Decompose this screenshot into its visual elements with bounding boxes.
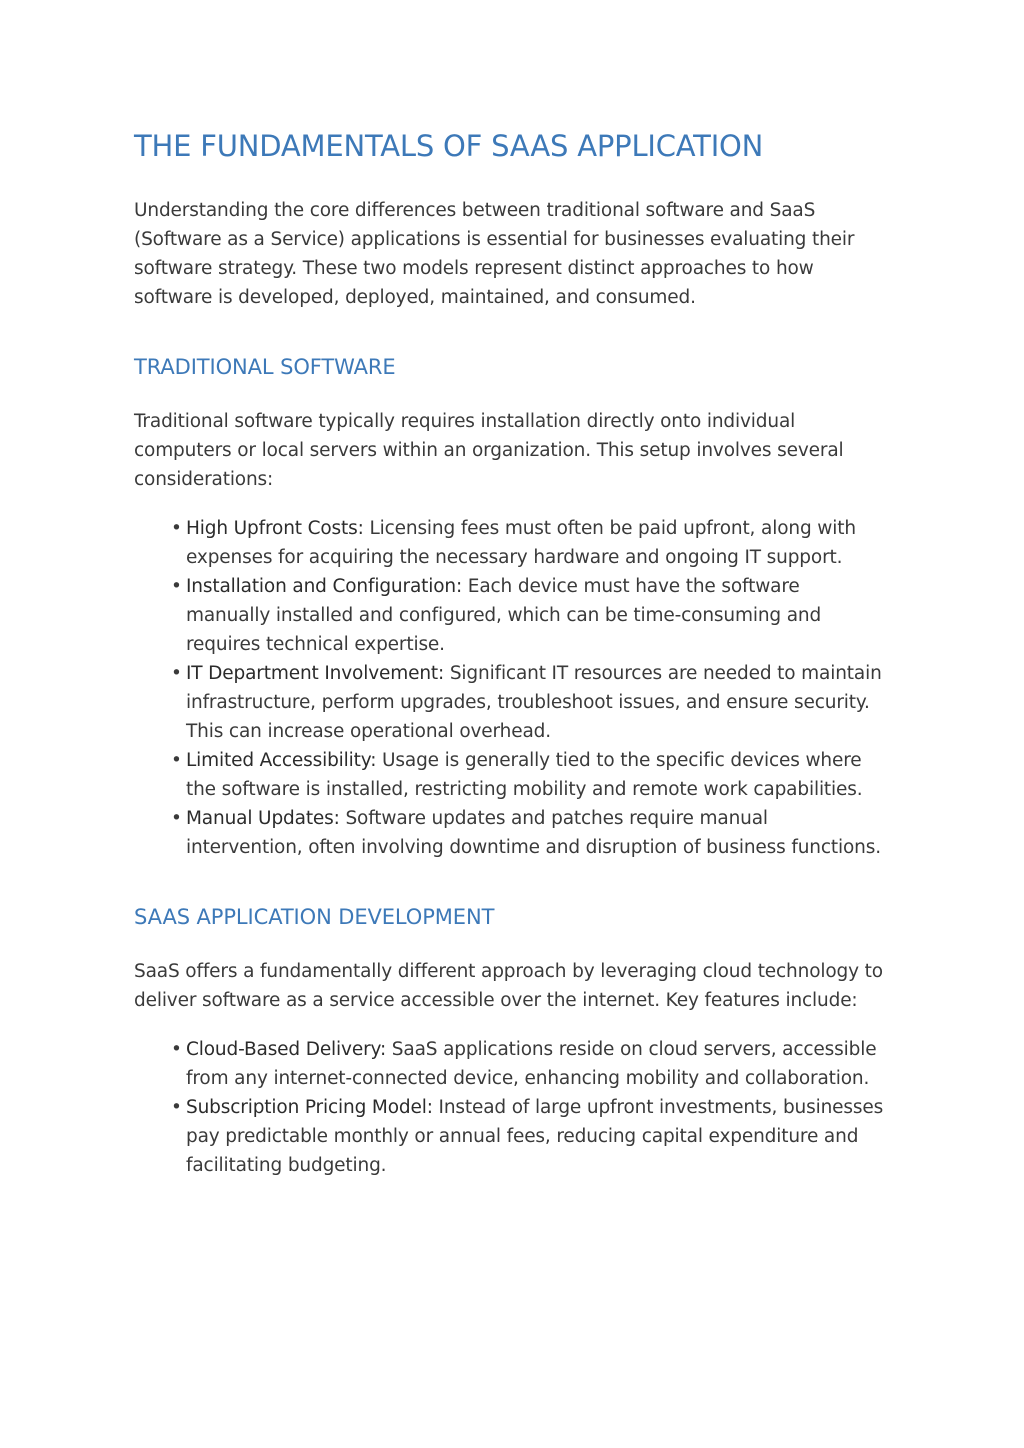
bullet-icon: • (171, 518, 182, 539)
list-item-term: Subscription Pricing Model: (186, 1097, 433, 1118)
list-item-term: Manual Updates: (186, 808, 340, 829)
list-item-text: Instead of large upfront investments, businesses pay predictable monthly or annual fees, reducing capital expenditure and facilitating budgeting. (186, 1097, 884, 1176)
list-item-text: SaaS applications reside on cloud servers, accessible from any internet-connected device, enhancing mobility and collaboration. (186, 1039, 877, 1089)
list-item (171, 1035, 894, 1093)
list-item-text: Licensing fees must often be paid upfront, along with expenses for acquiring the necessary hardware and ongoing IT support. (186, 518, 856, 568)
bullet-icon: • (171, 1097, 182, 1118)
list-item (171, 659, 894, 746)
list-item (171, 1093, 894, 1180)
list-item-text: Each device must have the software manually installed and configured, which can be time-consuming and requires technical expertise. (186, 576, 822, 655)
page-title: THE FUNDAMENTALS OF SAAS APPLICATION (134, 129, 764, 163)
list-item-text: Significant IT resources are needed to maintain infrastructure, perform upgrades, troubleshoot issues, and ensure security. This can increase operational overhead. (186, 663, 882, 742)
list-item-term: Cloud-Based Delivery: (186, 1039, 387, 1060)
bullet-icon: • (171, 808, 182, 829)
bullet-icon: • (171, 663, 182, 684)
list-item-text: Software updates and patches require manual intervention, often involving downtime and disruption of business functions. (186, 808, 881, 858)
section-heading-saas-application-development: SAAS APPLICATION DEVELOPMENT (134, 905, 495, 929)
list-item-term: IT Department Involvement: (186, 663, 445, 684)
traditional-software-list (134, 514, 894, 862)
document-page (134, 126, 894, 1180)
list-item-term: High Upfront Costs: (186, 518, 364, 539)
intro-paragraph: Understanding the core differences between traditional software and SaaS (Software as a Service) applications is essential for businesses evaluating their software strategy. These two models represent distinct approaches to how software is developed, deployed, maintained, and consumed. (134, 200, 855, 308)
bullet-icon: • (171, 1039, 182, 1060)
list-item-term: Installation and Configuration: (186, 576, 463, 597)
bullet-icon: • (171, 750, 182, 771)
bullet-icon: • (171, 576, 182, 597)
list-item (171, 572, 894, 659)
section-body-traditional-software: Traditional software typically requires installation directly onto individual computers or local servers within an organization. This setup involves several considerations: (134, 411, 844, 490)
list-item (171, 746, 894, 804)
section-body-saas-application-development: SaaS offers a fundamentally different approach by leveraging cloud technology to deliver software as a service accessible over the internet. Key features include: (134, 961, 883, 1011)
list-item (171, 804, 894, 862)
saas-features-list (134, 1035, 894, 1180)
list-item-term: Limited Accessibility: (186, 750, 377, 771)
list-item (171, 514, 894, 572)
list-item-text: Usage is generally tied to the specific devices where the software is installed, restricting mobility and remote work capabilities. (186, 750, 863, 800)
section-heading-traditional-software: TRADITIONAL SOFTWARE (134, 355, 396, 379)
